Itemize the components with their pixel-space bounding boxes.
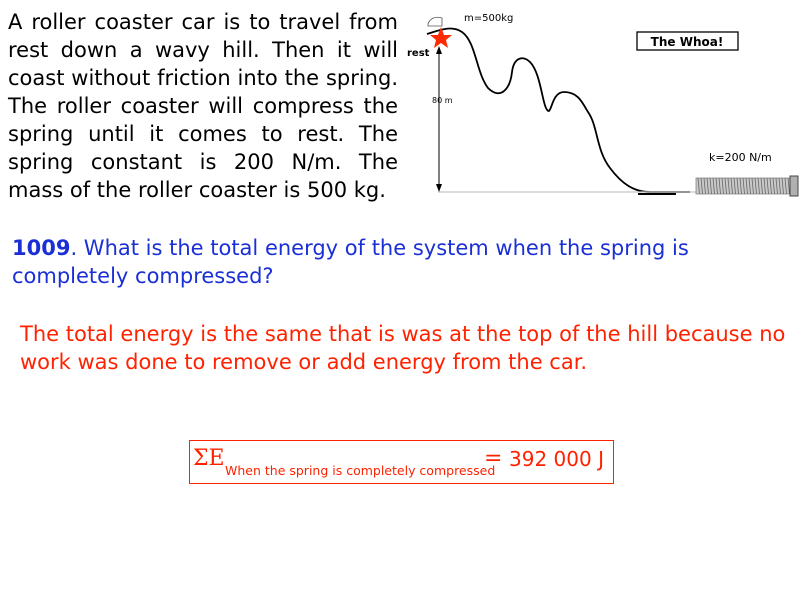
- question-text: . What is the total energy of the system when the spring is completely compressed?: [12, 236, 689, 288]
- height-label: 80 m: [432, 96, 453, 105]
- spring-wall: [790, 176, 798, 196]
- coaster-track: [427, 28, 690, 192]
- energy-symbol: ΣE: [193, 446, 225, 471]
- mass-label: m=500kg: [464, 13, 514, 24]
- question-number: 1009: [12, 236, 71, 260]
- equals-sign: =: [484, 446, 503, 471]
- spring-constant-label: k=200 N/m: [709, 151, 772, 164]
- problem-statement: A roller coaster car is to travel from rest down a wavy hill. Then it will coast without friction into the spring. The roller coaster will compress the spring until it comes to rest. The spring constant is 200 N/m. The mass of the roller coaster is 500 kg.: [8, 10, 398, 202]
- answer-text: The total energy is the same that is was at the top of the hill because no work was done to remove or add energy from the car.: [20, 322, 786, 374]
- start-star-icon: [430, 27, 452, 48]
- whoa-badge-text: The Whoa!: [650, 35, 724, 49]
- energy-value: 392 000 J: [509, 447, 604, 471]
- rest-label: rest: [407, 48, 430, 59]
- roller-coaster-diagram: [400, 0, 800, 210]
- height-arrow-bottom-head: [436, 184, 442, 192]
- coaster-car-icon: [428, 17, 442, 26]
- total-energy-formula: [189, 440, 614, 484]
- question: [12, 234, 792, 290]
- height-arrow-top-head: [436, 46, 442, 54]
- energy-subscript: When the spring is completely compressed: [225, 463, 496, 478]
